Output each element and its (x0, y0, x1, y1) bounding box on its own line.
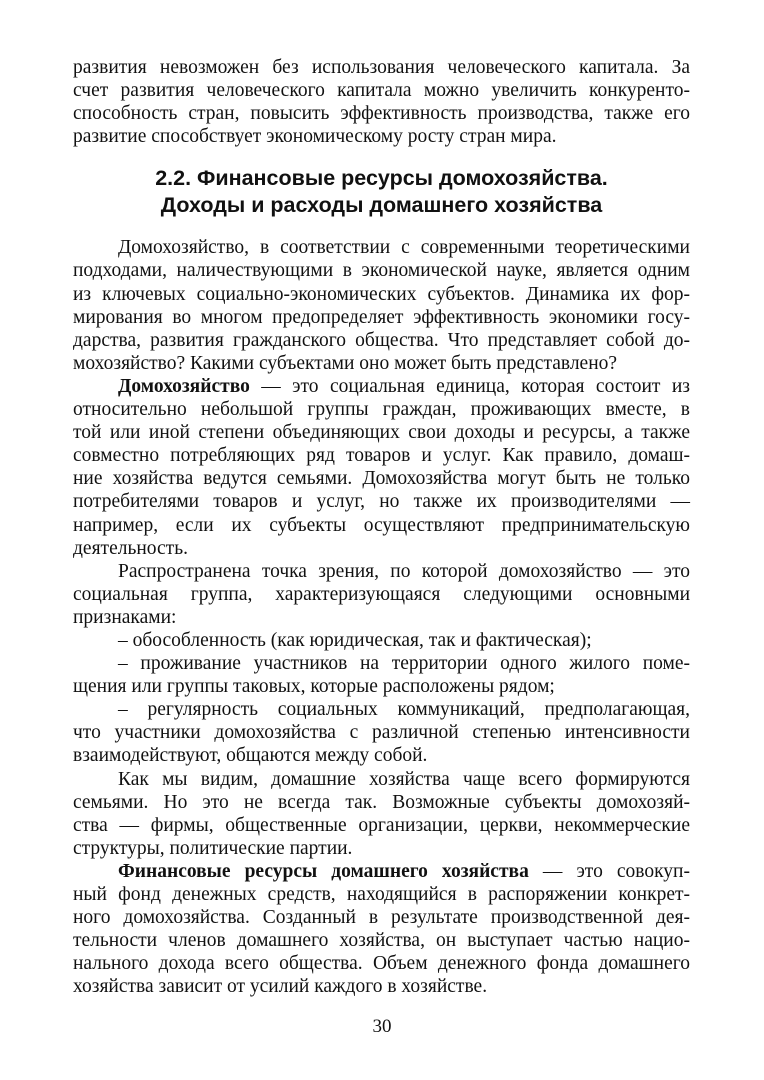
text-line: – обособленность (как юридическая, так и фактическая); (118, 629, 592, 651)
text-line: мохозяйство? Какими субъектами оно может быть представлено? (73, 352, 618, 374)
text-line: Распространена точка зрения, по которой домохозяйство — это (118, 560, 690, 582)
features-list (73, 629, 690, 768)
text-line: что участники домохозяйства с различной степенью интенсивности (73, 722, 690, 744)
paragraph-household-definition (73, 375, 690, 560)
text-line: – регулярность социальных коммуникаций, предполагающая, (118, 699, 690, 721)
text-line: деятельность. (73, 537, 188, 559)
section-heading-line-1: 2.2. Финансовые ресурсы домохозяйства. (155, 166, 608, 191)
text-line: тельности членов домашнего хозяйства, он выступает частью нацио- (73, 930, 690, 952)
text-fragment: — это совокуп- (528, 860, 690, 882)
text-line: например, если их субъекты осуществляют предпринимательскую (73, 514, 690, 536)
term-household: Домохозяйство (118, 375, 250, 397)
paragraph-household-subjects (73, 768, 690, 860)
intro-paragraph (73, 56, 690, 148)
text-line: подходами, наличествующими в экономической науке, является одним (73, 260, 690, 282)
text-line: щения или группы таковых, которые расположены рядом; (73, 676, 555, 698)
text-line: мирования во многом предопределяет эффективность экономики госу- (73, 306, 690, 328)
text-line: ного домохозяйства. Созданный в результате производственной дея- (73, 907, 690, 929)
text-line: ние хозяйства ведутся семьями. Домохозяйства могут быть не только (73, 468, 690, 490)
text-line: ный фонд денежных средств, находящийся в распоряжении конкрет- (73, 884, 690, 905)
text-line: развития невозможен без использования человеческого капитала. За (73, 57, 690, 78)
list-item (73, 698, 690, 767)
text-line: хозяйства зависит от усилий каждого в хозяйстве. (73, 976, 488, 998)
text-line: структуры, политические партии. (73, 837, 353, 859)
text-line: совместно потребляющих ряд товаров и услуг. Как правило, домаш- (73, 445, 690, 467)
text-line: признаками: (73, 606, 177, 628)
page-number: 30 (372, 1016, 392, 1037)
text-line: взаимодействуют, общаются между собой. (73, 745, 428, 767)
page-body (73, 56, 690, 998)
text-line (73, 860, 690, 883)
list-item (73, 652, 690, 698)
term-financial-resources: Финансовые ресурсы домашнего хозяйства (118, 860, 529, 882)
text-line: ства — фирмы, общественные организации, церкви, некоммерческие (73, 814, 690, 836)
text-line: дарства, развития гражданского общества. Что представляет собой до- (73, 329, 690, 351)
text-line: семьями. Но это не всегда так. Возможные субъекты домохозяй- (73, 791, 690, 813)
text-line: социальная группа, характеризующаяся следующими основными (73, 583, 690, 605)
text-line: развитие способствует экономическому росту стран мира. (73, 126, 557, 148)
text-fragment: — это социальная единица, которая состоит из (249, 375, 690, 397)
list-item (73, 629, 690, 652)
text-line: – проживание участников на территории одного жилого поме- (118, 653, 690, 675)
text-line: той или иной степени объединяющих свои доходы и ресурсы, а также (73, 422, 690, 444)
paragraph-financial-resources (73, 860, 690, 999)
paragraph-household-features (73, 560, 690, 629)
paragraph-household-definition-intro (73, 236, 690, 375)
text-line (73, 375, 690, 398)
text-line: способность стран, повысить эффективность производства, также его (73, 103, 690, 125)
text-line: нального дохода всего общества. Объем денежного фонда домашнего (73, 953, 690, 975)
text-line: относительно небольшой группы граждан, проживающих вместе, в (73, 399, 690, 421)
section-heading (73, 165, 690, 219)
text-line: счет развития человеческого капитала можно увеличить конкуренто- (73, 80, 690, 102)
section-heading-line-2: Доходы и расходы домашнего хозяйства (160, 193, 603, 218)
text-line: Как мы видим, домашние хозяйства чаще всего формируются (118, 768, 690, 790)
text-line: из ключевых социально-экономических субъектов. Динамика их фор- (73, 283, 690, 305)
text-line: Домохозяйство, в соответствии с современными теоретическими (118, 237, 690, 259)
text-line: потребителями товаров и услуг, но также их производителями — (73, 491, 690, 513)
